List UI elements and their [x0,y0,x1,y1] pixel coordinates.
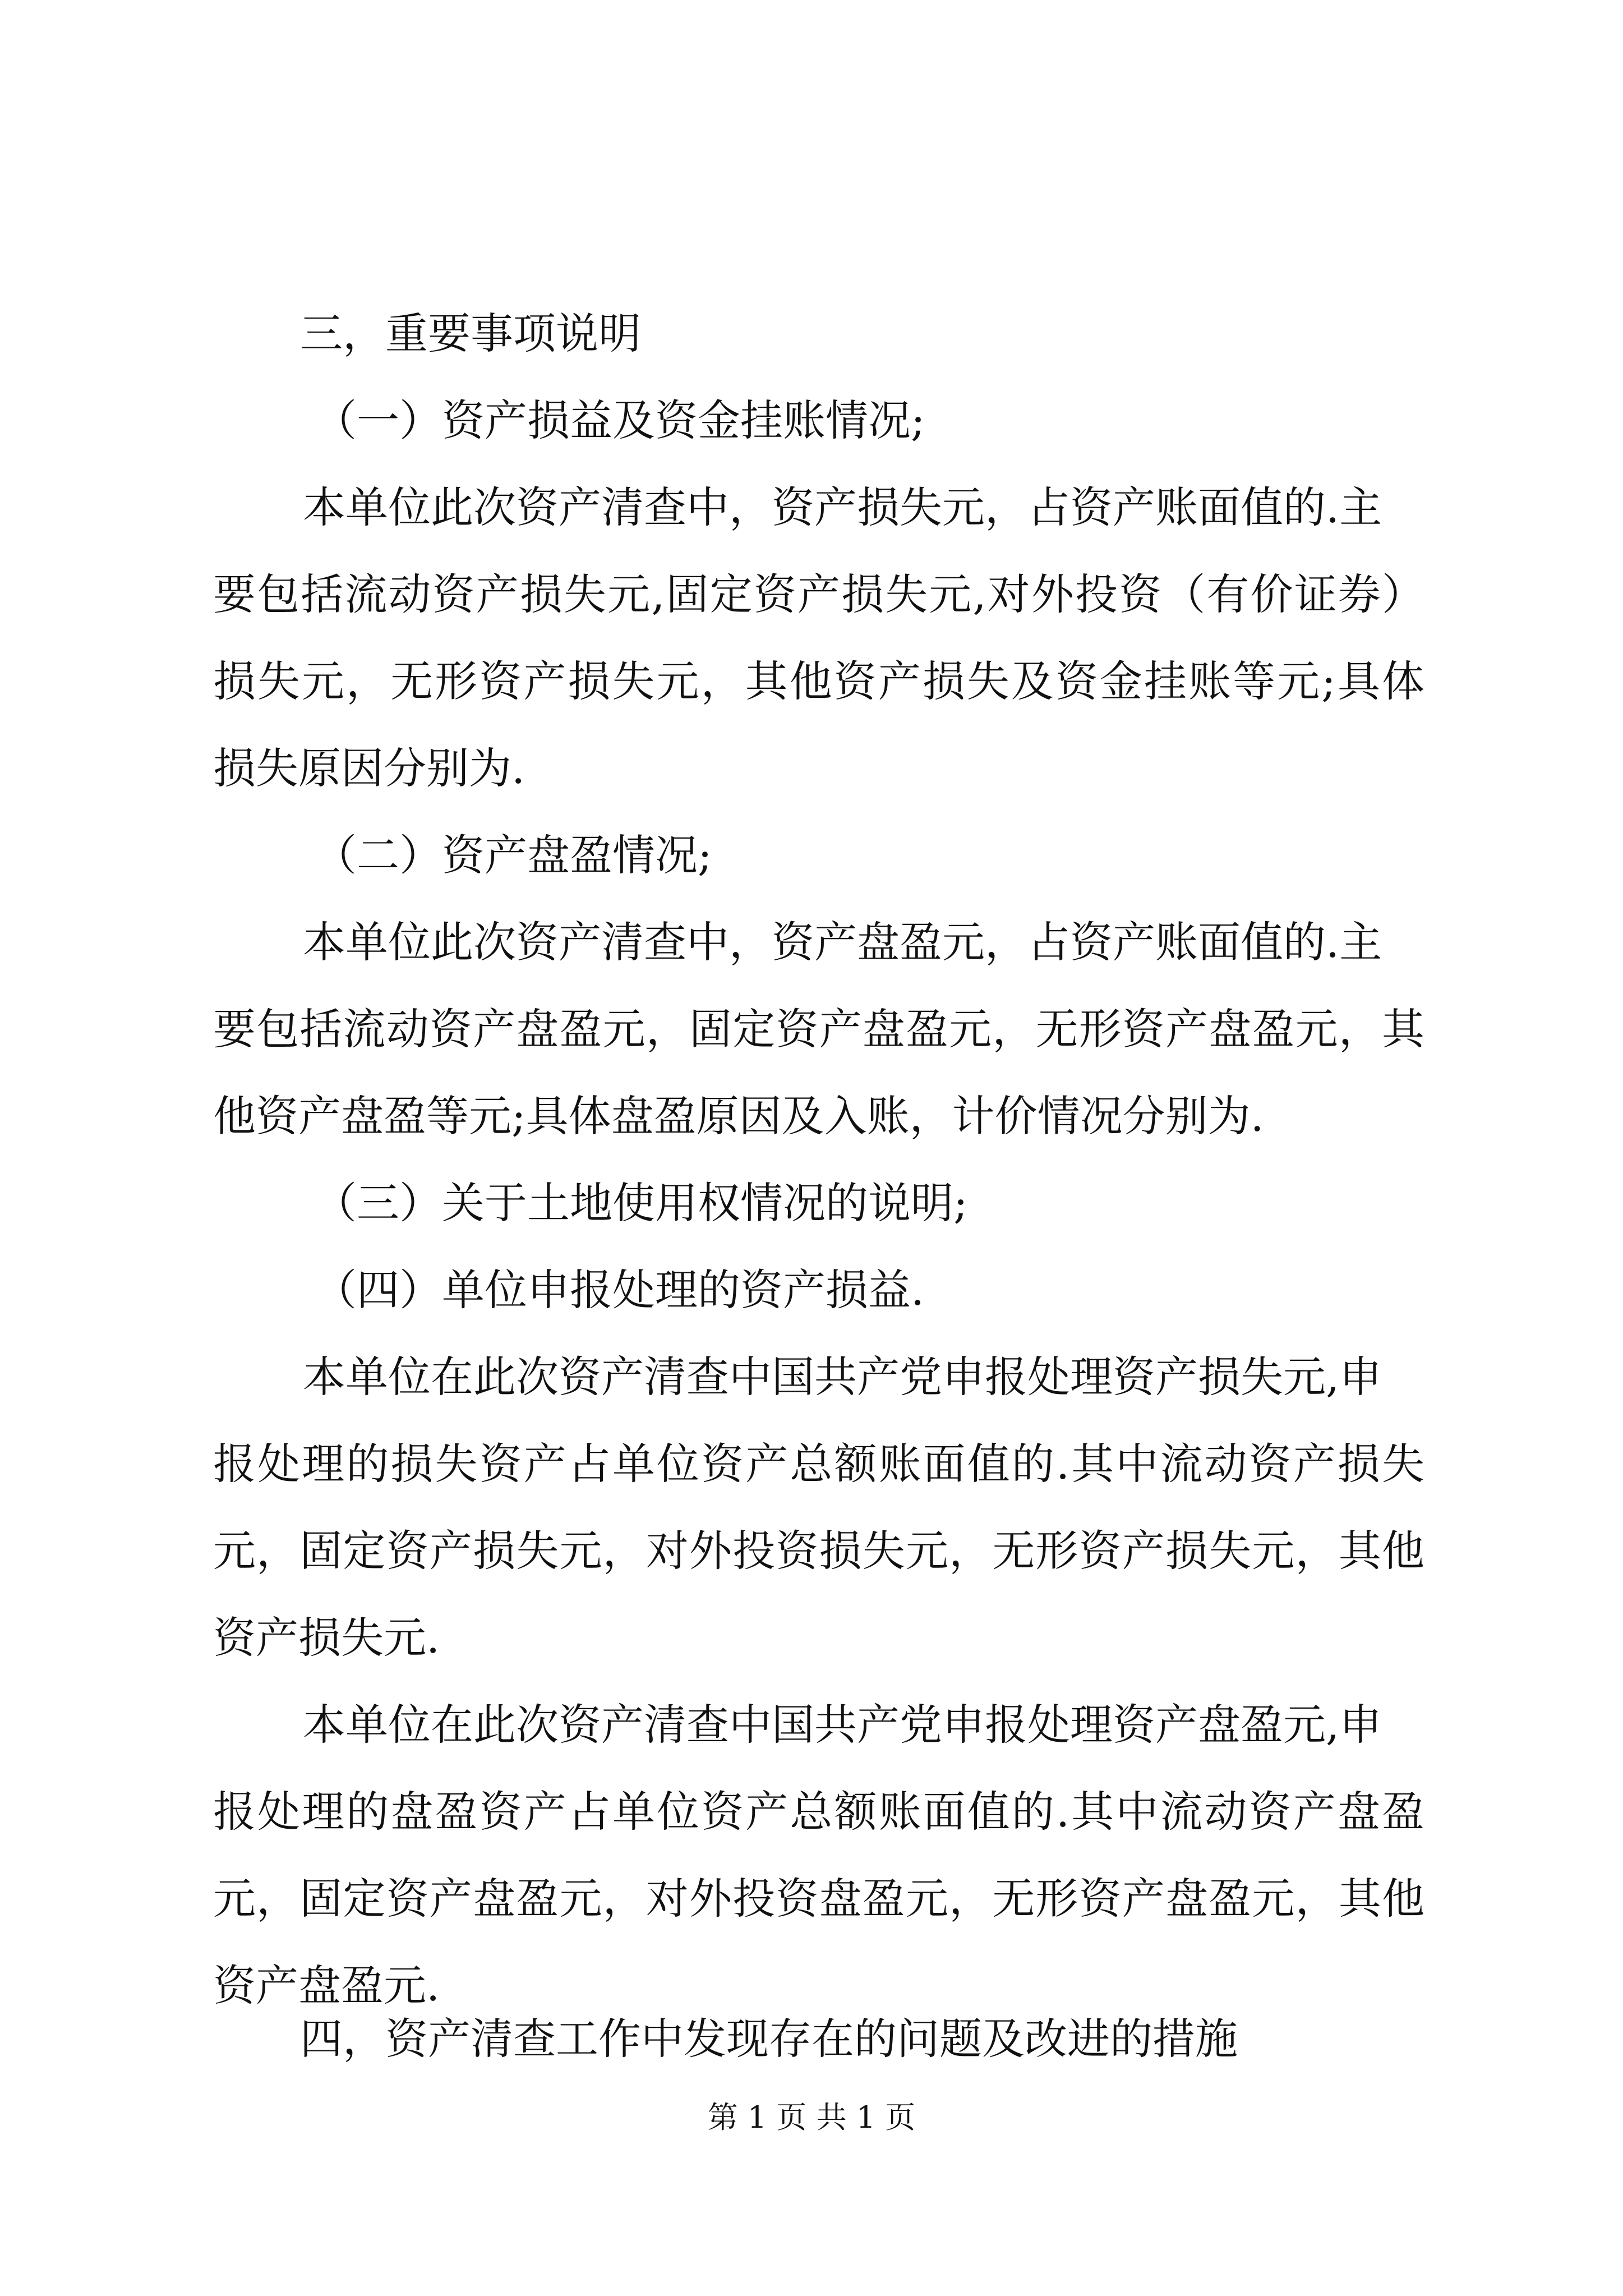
paragraph-3-line-2: 报处理的损失资产占单位资产总额账面值的.其中流动资产损失 [213,1439,1424,1489]
paragraph-3-line-1: 本单位在此次资产清查中国共产党申报处理资产损失元,申 [303,1352,1382,1402]
paragraph-1-line-2: 要包括流动资产损失元,固定资产损失元,对外投资（有价证券） [213,569,1424,619]
paragraph-3-line-3: 元，固定资产损失元，对外投资损失元，无形资产损失元，其他 [213,1526,1424,1576]
section-heading-4: 四，资产清查工作中发现存在的问题及改进的措施 [300,2014,1238,2064]
paragraph-4-line-2: 报处理的盘盈资产占单位资产总额账面值的.其中流动资产盘盈 [213,1787,1424,1837]
paragraph-2-line-1: 本单位此次资产清查中，资产盘盈元，占资产账面值的.主 [303,917,1382,967]
paragraph-3-line-4: 资产损失元. [213,1613,440,1663]
paragraph-4-line-3: 元，固定资产盘盈元，对外投资盘盈元，无形资产盘盈元，其他 [213,1874,1424,1924]
subheading-2: （二）资产盘盈情况; [314,830,712,880]
subheading-1: （一）资产损益及资金挂账情况; [314,395,925,445]
paragraph-1-line-3: 损失元，无形资产损失元，其他资产损失及资金挂账等元;具体 [213,656,1424,706]
section-heading-3: 三，重要事项说明 [300,309,641,358]
paragraph-2-line-3: 他资产盘盈等元;具体盘盈原因及入账，计价情况分别为. [213,1091,1264,1141]
paragraph-4-line-4: 资产盘盈元. [213,1961,440,2010]
paragraph-2-line-2: 要包括流动资产盘盈元，固定资产盘盈元，无形资产盘盈元，其 [213,1004,1424,1054]
subheading-4: （四）单位申报处理的资产损益. [314,1265,925,1315]
subheading-3: （三）关于土地使用权情况的说明; [314,1178,968,1228]
paragraph-4-line-1: 本单位在此次资产清查中国共产党申报处理资产盘盈元,申 [303,1700,1382,1750]
page-footer: 第 1 页 共 1 页 [707,2100,916,2135]
paragraph-1-line-4: 损失原因分别为. [213,743,525,793]
paragraph-1-line-1: 本单位此次资产清查中，资产损失元，占资产账面值的.主 [303,482,1382,532]
